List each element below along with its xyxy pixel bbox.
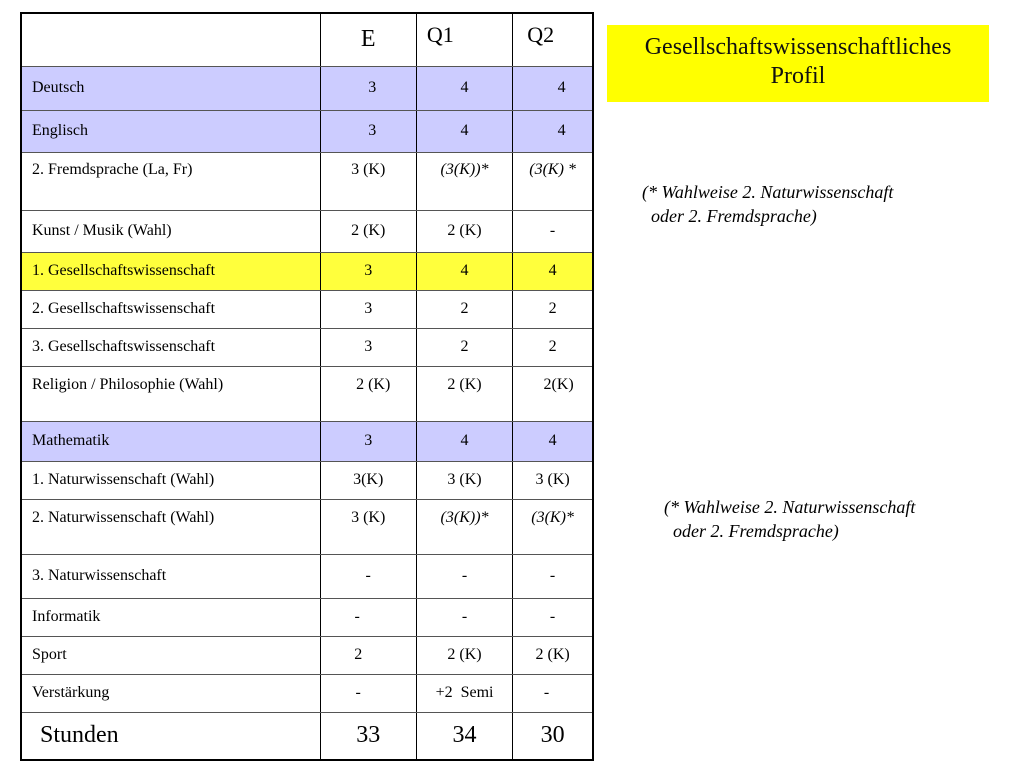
- row-q1-value: 2 (K): [416, 366, 512, 421]
- table-row: [21, 674, 593, 712]
- row-subject: Mathematik: [21, 421, 320, 461]
- footnote-natural-science: (* Wahlweise 2. Naturwissenschaft oder 2. Fremdsprache): [664, 497, 916, 541]
- row-q1-value: 4: [416, 252, 512, 290]
- row-subject: Sport: [21, 636, 320, 674]
- subject-hours-table: [20, 12, 594, 761]
- row-subject: Informatik: [21, 598, 320, 636]
- row-q1-value: -: [416, 598, 512, 636]
- row-q1-value: +2 Semi: [416, 674, 512, 712]
- row-e-value: 3 (K): [320, 152, 416, 210]
- row-e-value: -: [320, 598, 416, 636]
- row-e-value: -: [320, 674, 416, 712]
- row-q1-value: 4: [416, 110, 512, 152]
- row-e-value: 3: [320, 290, 416, 328]
- row-e-value: 3: [320, 328, 416, 366]
- total-row: [21, 712, 593, 760]
- total-label: Stunden: [21, 712, 320, 760]
- row-q1-value: 4: [416, 66, 512, 110]
- row-q2-value: 3 (K): [513, 461, 593, 499]
- row-q2-value: -: [513, 674, 593, 712]
- row-e-value: 3(K): [320, 461, 416, 499]
- row-q2-value: 4: [513, 252, 593, 290]
- row-e-value: 3: [320, 66, 416, 110]
- table-row: [21, 499, 593, 554]
- row-q2-value: 2(K): [513, 366, 593, 421]
- row-q1-value: 3 (K): [416, 461, 512, 499]
- row-e-value: 2: [320, 636, 416, 674]
- row-q1-value: -: [416, 554, 512, 598]
- row-q1-value: 2 (K): [416, 210, 512, 252]
- row-subject: 2. Naturwissenschaft (Wahl): [21, 499, 320, 554]
- row-e-value: 3 (K): [320, 499, 416, 554]
- row-q2-value: -: [513, 554, 593, 598]
- header-e: E: [320, 13, 416, 66]
- row-subject: 2. Gesellschaftswissenschaft: [21, 290, 320, 328]
- row-q2-value: 4: [513, 66, 593, 110]
- row-subject: Englisch: [21, 110, 320, 152]
- header-q1: Q1: [416, 13, 512, 66]
- table-row: [21, 461, 593, 499]
- row-q2-value: 2: [513, 328, 593, 366]
- table-row: [21, 328, 593, 366]
- footnote-foreign-language: (* Wahlweise 2. Naturwissenschaft oder 2. Fremdsprache): [642, 182, 894, 226]
- profile-title-box: [607, 25, 989, 102]
- row-q1-value: 2 (K): [416, 636, 512, 674]
- row-q2-value: 2 (K): [513, 636, 593, 674]
- row-subject: 3. Gesellschaftswissenschaft: [21, 328, 320, 366]
- row-e-value: 3: [320, 252, 416, 290]
- header-subject-cell: [21, 13, 320, 66]
- total-q2-value: 30: [513, 712, 593, 760]
- row-q1-value: (3(K))*: [416, 499, 512, 554]
- row-q2-value: 4: [513, 110, 593, 152]
- row-e-value: 2 (K): [320, 366, 416, 421]
- row-q2-value: (3(K) *: [513, 152, 593, 210]
- table-row: [21, 421, 593, 461]
- row-e-value: -: [320, 554, 416, 598]
- table-row: [21, 152, 593, 210]
- row-q1-value: (3(K))*: [416, 152, 512, 210]
- header-q2: Q2: [513, 13, 593, 66]
- table-row: [21, 210, 593, 252]
- table-row: [21, 290, 593, 328]
- row-subject: 1. Gesellschaftswissenschaft: [21, 252, 320, 290]
- table-row: [21, 598, 593, 636]
- row-subject: 3. Naturwissenschaft: [21, 554, 320, 598]
- row-q2-value: -: [513, 598, 593, 636]
- total-q1-value: 34: [416, 712, 512, 760]
- row-e-value: 2 (K): [320, 210, 416, 252]
- row-e-value: 3: [320, 421, 416, 461]
- row-subject: Verstärkung: [21, 674, 320, 712]
- table-row: [21, 366, 593, 421]
- row-subject: Kunst / Musik (Wahl): [21, 210, 320, 252]
- row-e-value: 3: [320, 110, 416, 152]
- row-q1-value: 4: [416, 421, 512, 461]
- row-q2-value: (3(K)*: [513, 499, 593, 554]
- table-row: [21, 554, 593, 598]
- table-row: [21, 66, 593, 110]
- row-q1-value: 2: [416, 290, 512, 328]
- row-subject: Religion / Philosophie (Wahl): [21, 366, 320, 421]
- row-subject: 1. Naturwissenschaft (Wahl): [21, 461, 320, 499]
- table-row: [21, 110, 593, 152]
- row-q2-value: -: [513, 210, 593, 252]
- row-subject: 2. Fremdsprache (La, Fr): [21, 152, 320, 210]
- profile-title: Gesellschaftswissenschaftliches Profil: [644, 34, 952, 89]
- table-row: [21, 636, 593, 674]
- table-row: [21, 252, 593, 290]
- table-header-row: [21, 13, 593, 66]
- row-q2-value: 4: [513, 421, 593, 461]
- row-subject: Deutsch: [21, 66, 320, 110]
- total-e-value: 33: [320, 712, 416, 760]
- row-q1-value: 2: [416, 328, 512, 366]
- row-q2-value: 2: [513, 290, 593, 328]
